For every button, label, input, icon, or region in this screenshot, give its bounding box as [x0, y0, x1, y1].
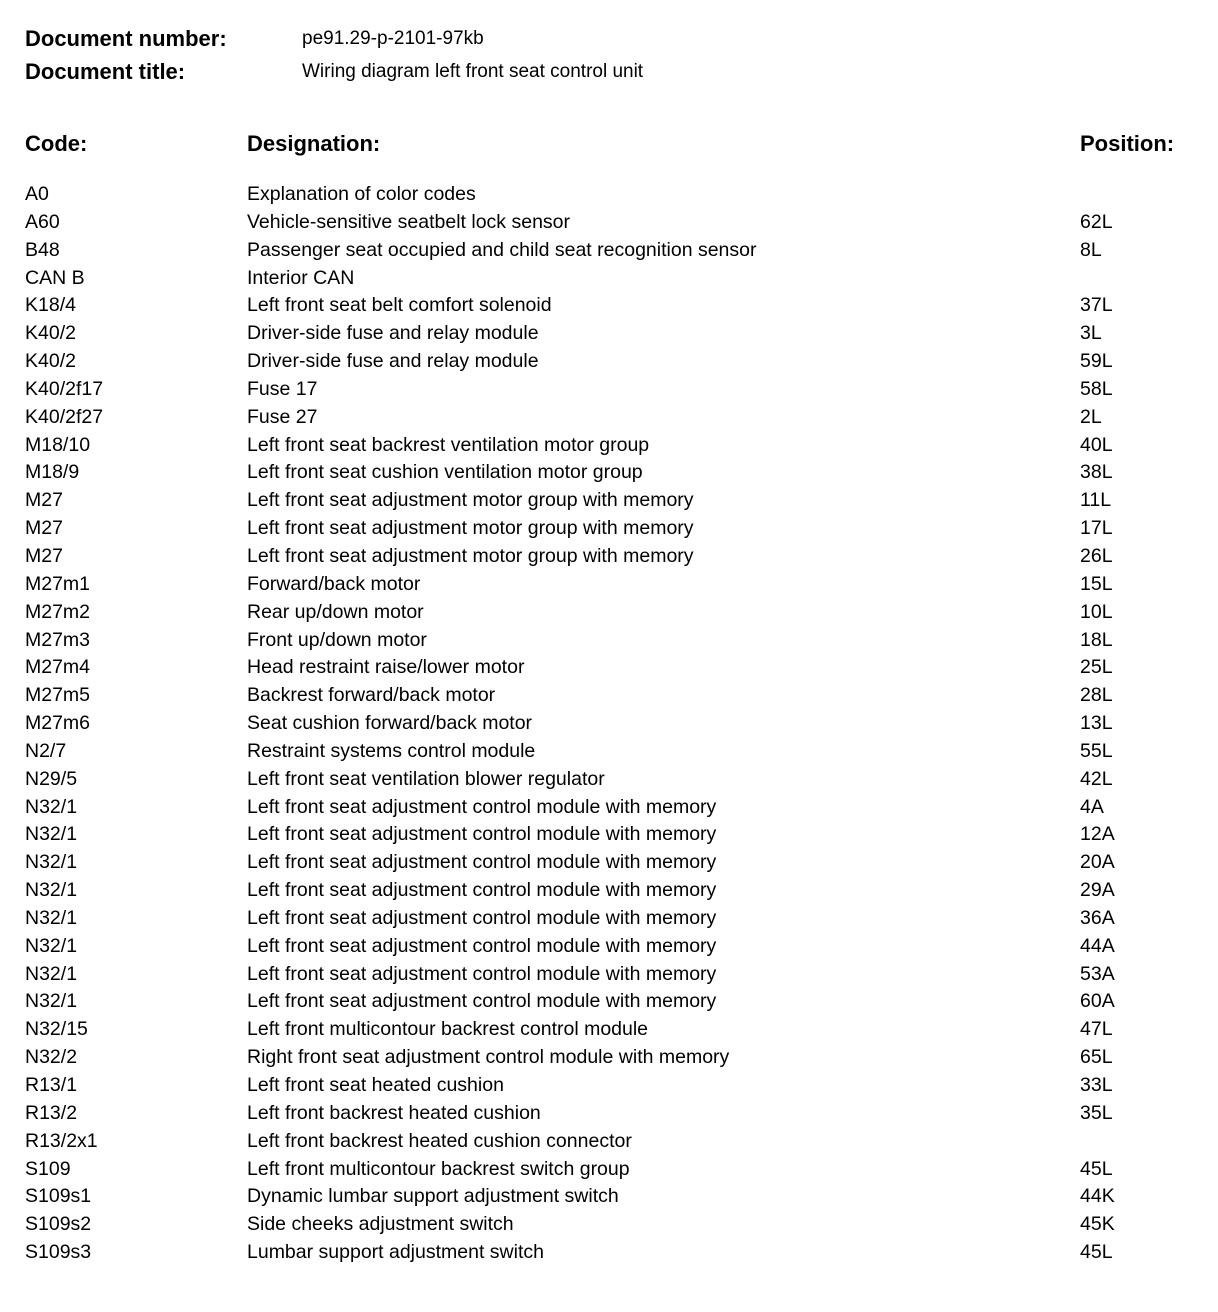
component-code: M27: [25, 489, 63, 512]
component-code: M27: [25, 544, 63, 567]
component-designation: Rear up/down motor: [247, 600, 424, 623]
component-designation: Side cheeks adjustment switch: [247, 1213, 514, 1236]
document-title-row: [25, 57, 1205, 87]
document-number-value: pe91.29-p-2101-97kb: [302, 28, 484, 49]
component-code: K40/2f17: [25, 377, 104, 400]
table-row: [0, 599, 1218, 627]
table-row: [0, 1100, 1218, 1128]
component-designation: Driver-side fuse and relay module: [247, 350, 539, 373]
component-designation: Left front seat adjustment control module with memory: [247, 823, 717, 846]
component-designation: Interior CAN: [247, 266, 355, 289]
component-code: M27m1: [25, 572, 91, 595]
component-position: 60A: [1080, 990, 1115, 1013]
component-position: 37L: [1080, 294, 1113, 317]
component-position: 25L: [1080, 656, 1113, 679]
table-row: [0, 543, 1218, 571]
column-header-code: Code:: [25, 131, 88, 156]
table-header: [0, 128, 1218, 160]
table-row: [0, 1156, 1218, 1184]
component-code: N32/1: [25, 823, 78, 846]
document-number-label: Document number:: [25, 26, 227, 51]
table-row: [0, 487, 1218, 515]
component-position: 29A: [1080, 879, 1115, 902]
component-position: 13L: [1080, 712, 1113, 735]
table-row: [0, 988, 1218, 1016]
component-code: A0: [25, 183, 49, 205]
component-code: N2/7: [25, 739, 67, 762]
component-position: 17L: [1080, 517, 1113, 540]
component-position: 35L: [1080, 1101, 1113, 1124]
component-table-body: [0, 181, 1218, 1267]
component-designation: Fuse 17: [247, 377, 318, 400]
component-position: 59L: [1080, 350, 1113, 373]
component-code: N32/1: [25, 851, 78, 874]
component-designation: Left front seat adjustment control module with memory: [247, 906, 717, 929]
component-code: R13/2: [25, 1101, 78, 1124]
column-header-position: Position:: [1080, 131, 1175, 156]
component-designation: Fuse 27: [247, 405, 318, 428]
component-position: 3L: [1080, 322, 1102, 345]
component-position: 58L: [1080, 377, 1113, 400]
component-code: M27m2: [25, 600, 91, 623]
component-designation: Left front seat ventilation blower regulator: [247, 767, 605, 790]
component-position: 33L: [1080, 1074, 1113, 1096]
table-row: [0, 1183, 1218, 1211]
component-designation: Left front seat adjustment motor group with memory: [247, 544, 694, 567]
component-position: 47L: [1080, 1018, 1113, 1041]
component-code: N32/1: [25, 906, 78, 929]
component-designation: Left front seat adjustment control module with memory: [247, 990, 717, 1013]
table-row: [0, 794, 1218, 822]
table-row: [0, 376, 1218, 404]
component-code: A60: [25, 210, 60, 233]
table-row: [0, 515, 1218, 543]
table-row: [0, 1044, 1218, 1072]
component-code: N32/1: [25, 879, 78, 902]
component-designation: Forward/back motor: [247, 572, 421, 595]
column-header-designation: Designation:: [247, 131, 381, 156]
component-position: 45L: [1080, 1241, 1113, 1264]
component-designation: Left front seat adjustment control module with memory: [247, 879, 717, 902]
component-position: 55L: [1080, 739, 1113, 762]
component-code: K40/2: [25, 322, 76, 345]
component-designation: Dynamic lumbar support adjustment switch: [247, 1185, 619, 1208]
component-position: 4A: [1080, 795, 1104, 818]
component-position: 10L: [1080, 600, 1113, 623]
component-code: M27m5: [25, 684, 91, 707]
component-code: N32/1: [25, 934, 78, 957]
component-position: 28L: [1080, 684, 1113, 707]
component-position: 53A: [1080, 962, 1115, 985]
table-row: [0, 181, 1218, 209]
component-position: 40L: [1080, 433, 1113, 456]
component-code: K40/2f27: [25, 405, 104, 428]
component-code: S109s2: [25, 1213, 92, 1236]
component-code: R13/1: [25, 1074, 78, 1096]
component-designation: Driver-side fuse and relay module: [247, 322, 539, 345]
component-designation: Seat cushion forward/back motor: [247, 712, 533, 735]
component-designation: Backrest forward/back motor: [247, 684, 496, 707]
component-code: R13/2x1: [25, 1129, 98, 1152]
table-row: [0, 821, 1218, 849]
table-row: [0, 1016, 1218, 1044]
component-designation: Left front backrest heated cushion connector: [247, 1129, 632, 1152]
component-position: 20A: [1080, 851, 1115, 874]
component-code: N29/5: [25, 767, 78, 790]
component-code: K40/2: [25, 350, 76, 373]
component-designation: Lumbar support adjustment switch: [247, 1241, 544, 1264]
component-designation: Left front backrest heated cushion: [247, 1101, 541, 1124]
component-position: 45K: [1080, 1213, 1115, 1236]
component-code: CAN B: [25, 266, 85, 289]
component-position: 45L: [1080, 1157, 1113, 1180]
component-position: 12A: [1080, 823, 1115, 846]
component-code: N32/15: [25, 1018, 88, 1041]
component-code: K18/4: [25, 294, 76, 317]
component-designation: Front up/down motor: [247, 628, 427, 651]
table-row: [0, 1211, 1218, 1239]
component-position: 44A: [1080, 934, 1115, 957]
component-designation: Left front seat heated cushion: [247, 1074, 504, 1096]
component-designation: Restraint systems control module: [247, 739, 536, 762]
component-code: M27m4: [25, 656, 91, 679]
component-code: M18/10: [25, 433, 91, 456]
component-position: 38L: [1080, 461, 1113, 484]
component-position: 36A: [1080, 906, 1115, 929]
component-position: 26L: [1080, 544, 1113, 567]
component-code: M27m6: [25, 712, 91, 735]
component-designation: Left front seat adjustment control module with memory: [247, 934, 717, 957]
component-code: N32/1: [25, 962, 78, 985]
component-code: N32/2: [25, 1046, 78, 1069]
table-row: [0, 571, 1218, 599]
component-code: M27: [25, 517, 63, 540]
table-row: [0, 237, 1218, 265]
table-row: [0, 682, 1218, 710]
table-row: [0, 265, 1218, 293]
table-row: [0, 627, 1218, 655]
table-row: [0, 459, 1218, 487]
component-position: 44K: [1080, 1185, 1115, 1208]
table-row: [0, 292, 1218, 320]
table-row: [0, 1072, 1218, 1100]
component-code: M27m3: [25, 628, 91, 651]
table-row: [0, 404, 1218, 432]
component-designation: Vehicle-sensitive seatbelt lock sensor: [247, 210, 570, 233]
component-designation: Left front multicontour backrest control module: [247, 1018, 649, 1041]
component-designation: Right front seat adjustment control module with memory: [247, 1046, 730, 1069]
table-row: [0, 1239, 1218, 1267]
component-designation: Left front seat adjustment motor group with memory: [247, 517, 694, 540]
table-row: [0, 432, 1218, 460]
table-row: [0, 209, 1218, 237]
table-row: [0, 877, 1218, 905]
document-number-row: [25, 24, 1205, 54]
component-position: 8L: [1080, 238, 1102, 261]
table-row: [0, 348, 1218, 376]
component-position: 62L: [1080, 210, 1113, 233]
component-designation: Left front seat belt comfort solenoid: [247, 294, 552, 317]
component-designation: Passenger seat occupied and child seat recognition sensor: [247, 238, 757, 261]
component-position: 18L: [1080, 628, 1113, 651]
table-row: [0, 766, 1218, 794]
component-code: S109s1: [25, 1185, 92, 1208]
table-row: [0, 849, 1218, 877]
component-position: 65L: [1080, 1046, 1113, 1069]
table-row: [0, 710, 1218, 738]
component-designation: Left front seat adjustment control module with memory: [247, 962, 717, 985]
component-designation: Left front seat adjustment control module with memory: [247, 795, 717, 818]
table-row: [0, 738, 1218, 766]
component-position: 42L: [1080, 767, 1113, 790]
table-row: [0, 320, 1218, 348]
component-position: 15L: [1080, 572, 1113, 595]
document-title-value: Wiring diagram left front seat control unit: [302, 61, 644, 82]
component-designation: Head restraint raise/lower motor: [247, 656, 525, 679]
table-row: [0, 933, 1218, 961]
component-code: S109: [25, 1157, 71, 1180]
component-designation: Left front seat backrest ventilation motor group: [247, 433, 650, 456]
component-code: M18/9: [25, 461, 80, 484]
component-position: 11L: [1080, 489, 1112, 512]
table-row: [0, 654, 1218, 682]
component-designation: Left front seat cushion ventilation motor group: [247, 461, 643, 484]
component-designation: Explanation of color codes: [247, 183, 476, 205]
component-designation: Left front multicontour backrest switch group: [247, 1157, 630, 1180]
component-designation: Left front seat adjustment control module with memory: [247, 851, 717, 874]
component-code: N32/1: [25, 795, 78, 818]
component-position: 2L: [1080, 405, 1102, 428]
component-code: N32/1: [25, 990, 78, 1013]
component-designation: Left front seat adjustment motor group with memory: [247, 489, 694, 512]
component-code: S109s3: [25, 1241, 92, 1264]
component-code: B48: [25, 238, 60, 261]
table-row: [0, 961, 1218, 989]
document-title-label: Document title:: [25, 59, 186, 84]
table-row: [0, 1128, 1218, 1156]
table-row: [0, 905, 1218, 933]
